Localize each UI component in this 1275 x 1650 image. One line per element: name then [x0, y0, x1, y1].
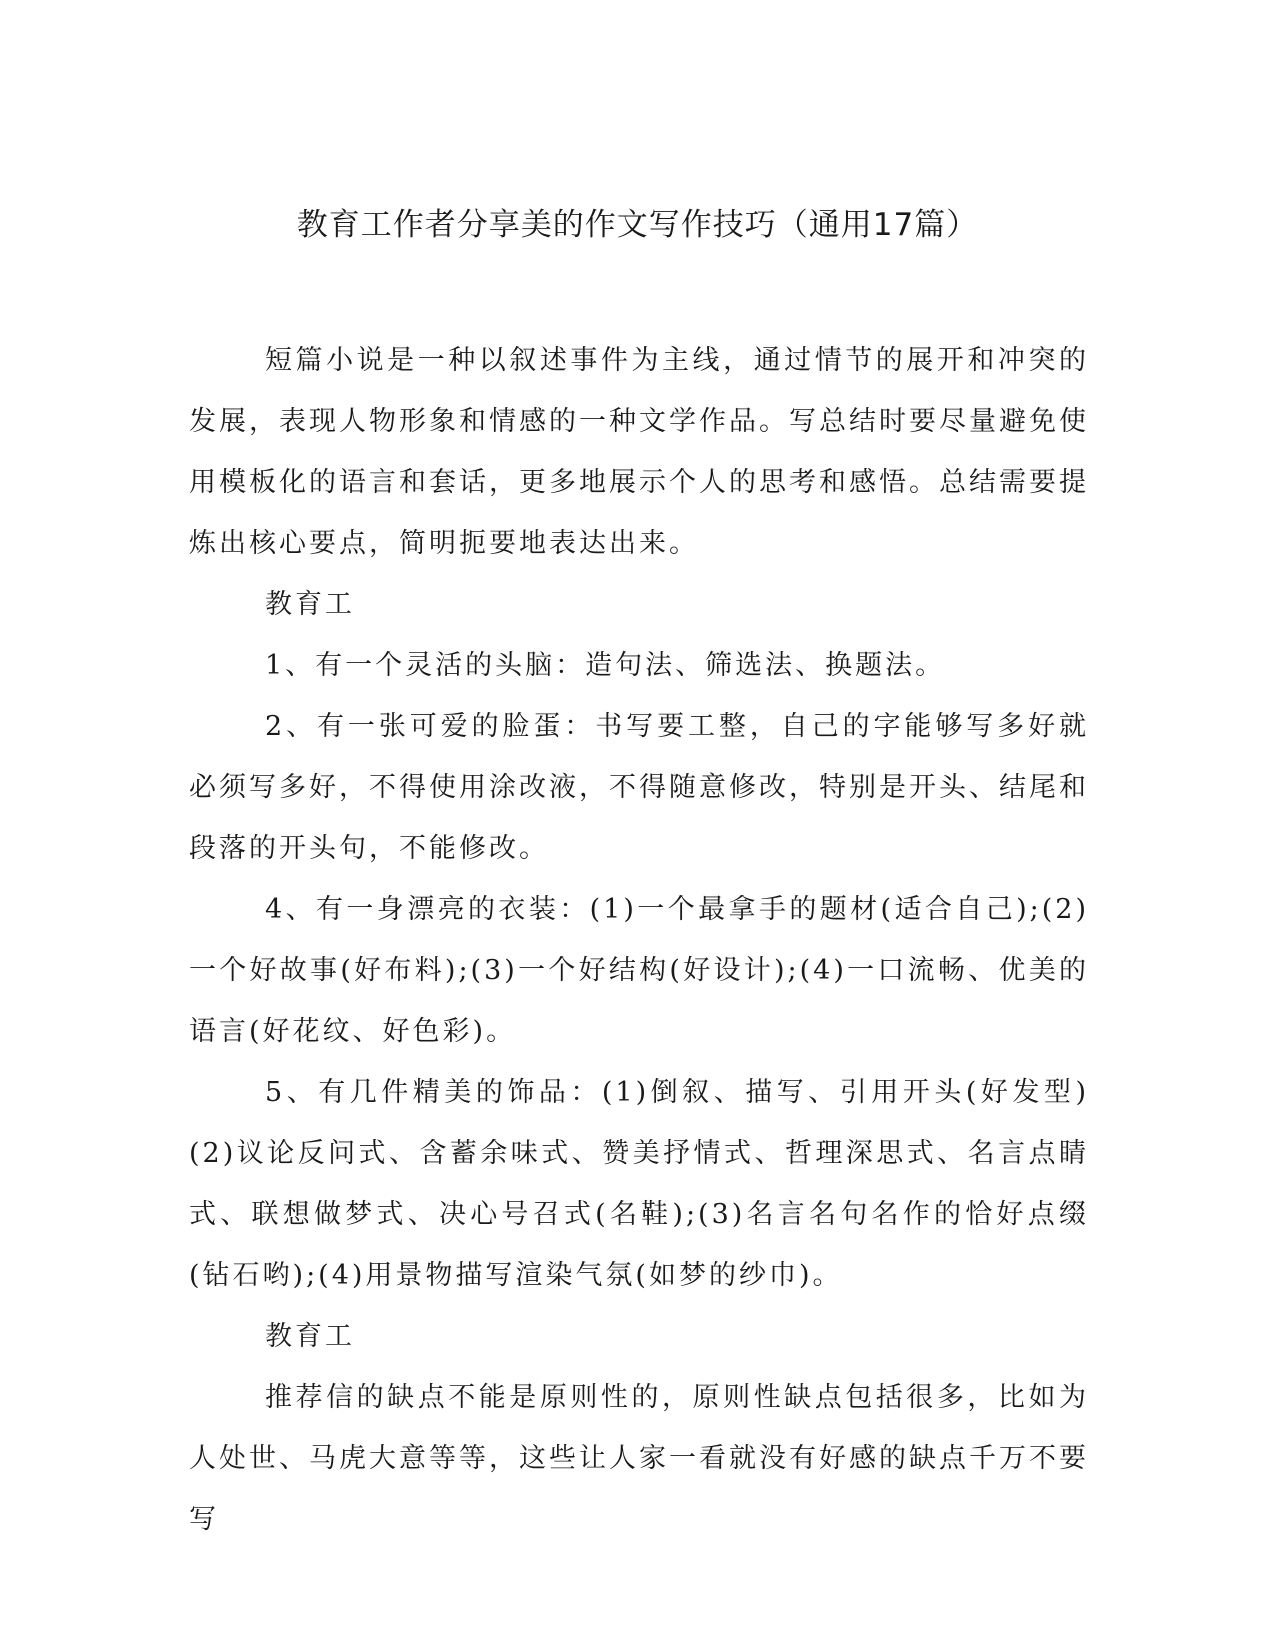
paragraph-item-1: 1、有一个灵活的头脑：造句法、筛选法、换题法。 — [265, 650, 946, 681]
paragraph-item-2: 2、有一张可爱的脸蛋：书写要工整，自己的字能够写多好就必须写多好，不得使用涂改液，不得随意修改，特别是开头、结尾和段落的开头句，不能修改。 — [189, 711, 1089, 864]
document-title: 教育工作者分享美的作文写作技巧（通用17篇） — [296, 207, 979, 243]
paragraph-section-heading: 教育工 — [265, 589, 355, 620]
document-body — [189, 330, 1089, 1550]
paragraph-section-heading: 教育工 — [265, 1321, 355, 1352]
paragraph-intro: 短篇小说是一种以叙述事件为主线，通过情节的展开和冲突的发展，表现人物形象和情感的一种文学作品。写总结时要尽量避免使用模板化的语言和套话，更多地展示个人的思考和感悟。总结需要提炼出核心要点，简明扼要地表达出来。 — [189, 345, 1089, 559]
paragraph-item-4: 4、有一身漂亮的衣装：(1)一个最拿手的题材(适合自己);(2)一个好故事(好布料);(3)一个好结构(好设计);(4)一口流畅、优美的语言(好花纹、好色彩)。 — [189, 894, 1089, 1047]
paragraph-recommendation: 推荐信的缺点不能是原则性的，原则性缺点包括很多，比如为人处世、马虎大意等等，这些让人家一看就没有好感的缺点千万不要写 — [189, 1382, 1089, 1535]
paragraph-item-5: 5、有几件精美的饰品：(1)倒叙、描写、引用开头(好发型)(2)议论反问式、含蓄余味式、赞美抒情式、哲理深思式、名言点睛式、联想做梦式、决心号召式(名鞋);(3)名言名句名作的恰好点缀(钻石哟);(4)用景物描写渲染气氛(如梦的纱巾)。 — [189, 1077, 1089, 1291]
